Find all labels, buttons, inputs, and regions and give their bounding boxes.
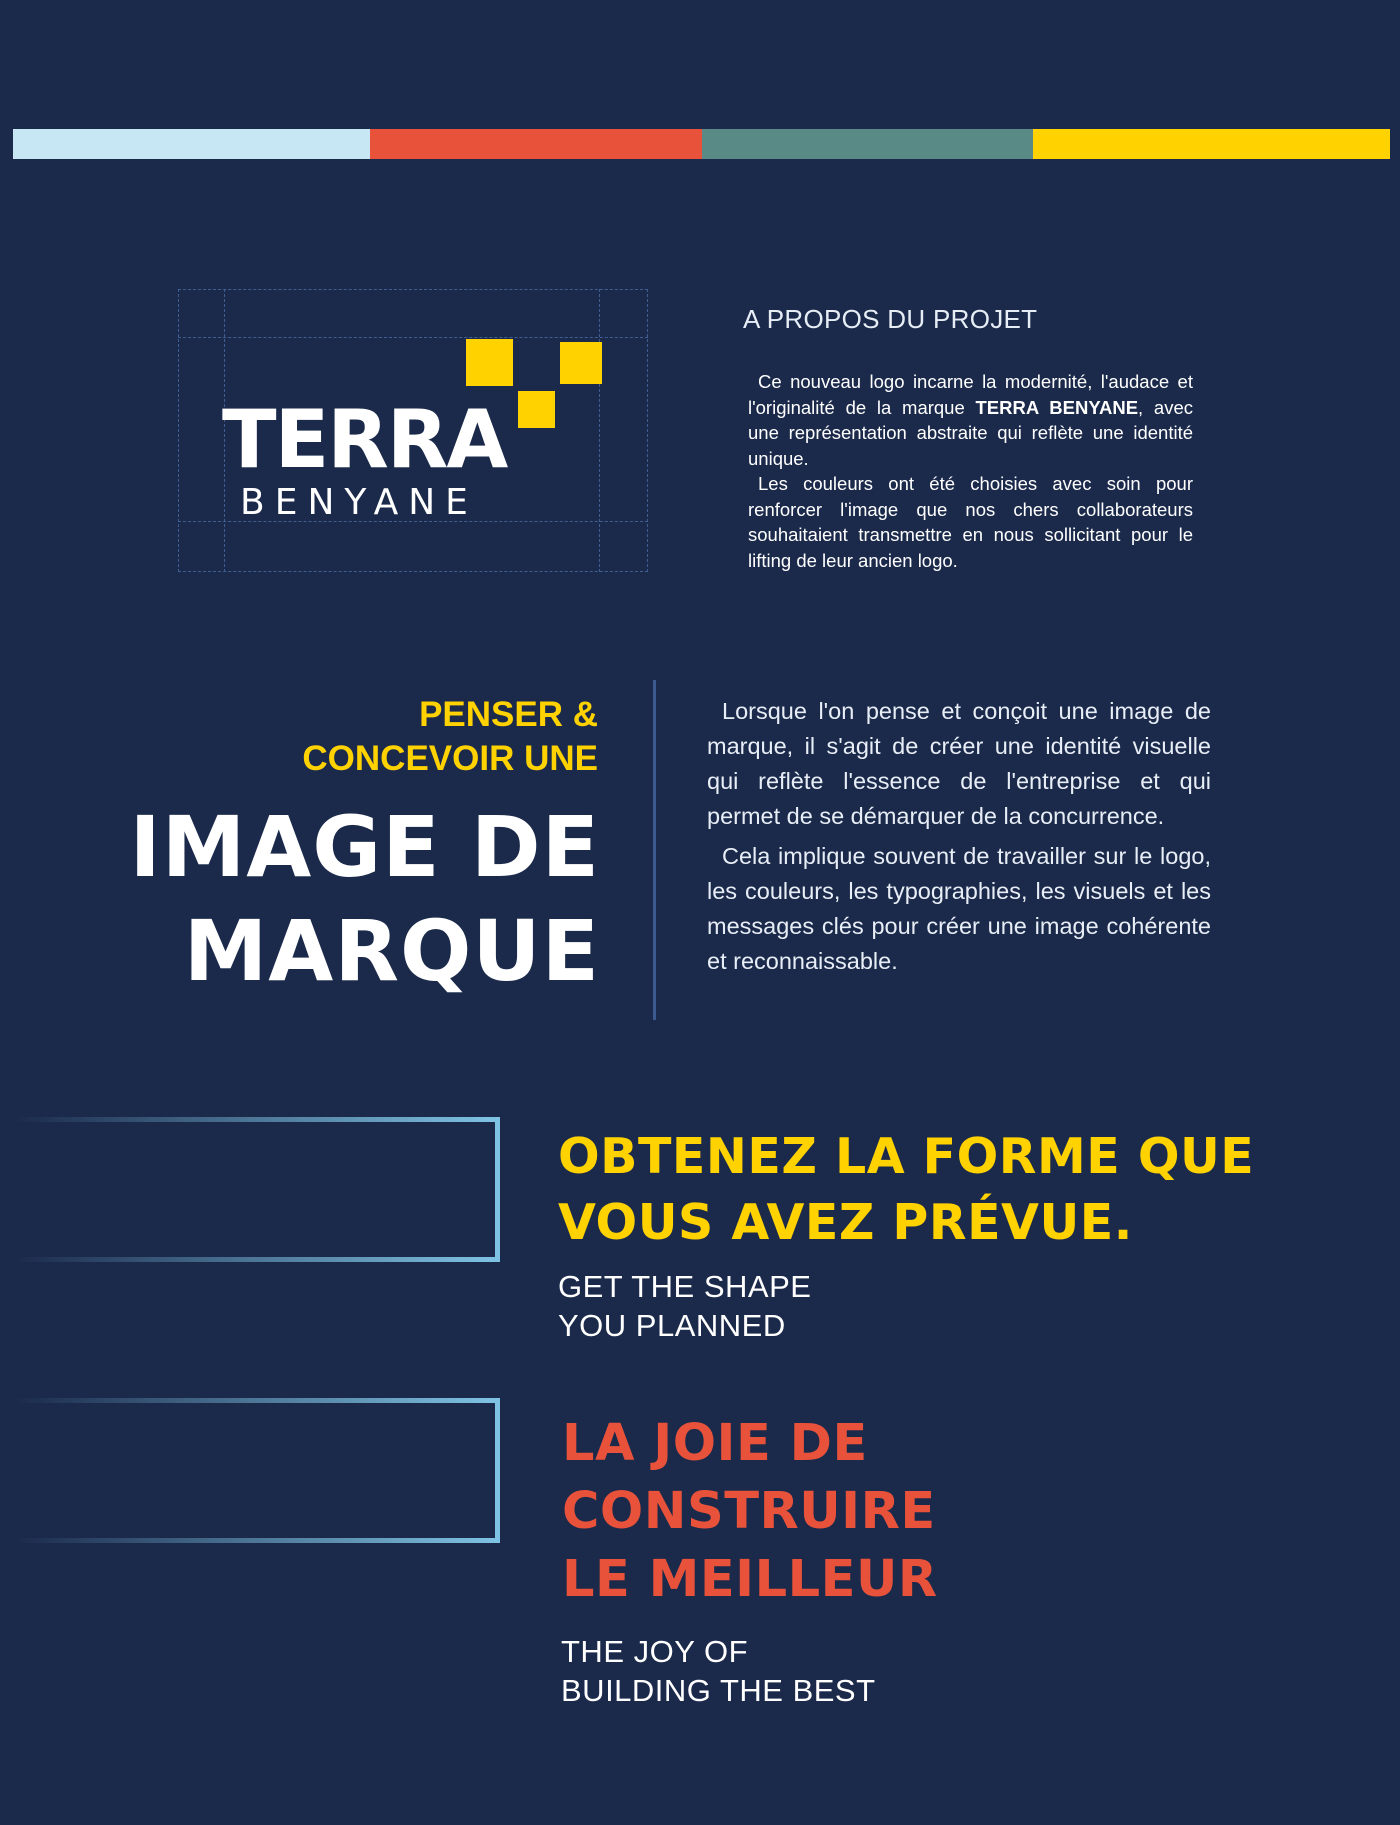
about-title: A PROPOS DU PROJET: [743, 304, 1038, 334]
slogan-english-1: GET THE SHAPE YOU PLANNED: [558, 1269, 812, 1343]
logo-guide-line: [599, 289, 600, 572]
gradient-outline-frame: [15, 1398, 500, 1543]
slogan-english-2: THE JOY OF BUILDING THE BEST: [561, 1634, 876, 1708]
logo-wordmark-benyane: BENYANE: [240, 482, 478, 523]
logo-guide-line: [178, 337, 648, 338]
color-swatch-teal: [702, 129, 1033, 159]
brand-headline: IMAGE DE MARQUE: [129, 798, 600, 1000]
color-swatch-red: [370, 129, 702, 159]
logo-square-icon: [560, 342, 602, 384]
slogan-french-2: LA JOIE DE CONSTRUIRE LE MEILLEUR: [562, 1414, 938, 1609]
about-paragraph: Ce nouveau logo incarne la modernité, l'audace et l'originalité de la marque TERRA BENYANE, avec une représentation abstraite qui reflète une identité unique.: [748, 371, 1194, 469]
about-description: [748, 369, 1193, 573]
about-paragraph: Les couleurs ont été choisies avec soin pour renforcer l'image que nos chers collaborateurs souhaitaient transmettre en nous sollicitant pour le lifting de leur ancien logo.: [748, 473, 1193, 571]
brand-paragraph: Lorsque l'on pense et conçoit une image de marque, il s'agit de créer une identité visuelle qui reflète l'essence de l'entreprise et qui permet de se démarquer de la concurrence.: [707, 698, 1211, 829]
vertical-divider: [653, 680, 656, 1020]
color-palette-bar: [13, 129, 1390, 159]
color-swatch-yellow: [1033, 129, 1390, 159]
logo-square-icon: [518, 391, 555, 428]
slogan-french-1: OBTENEZ LA FORME QUE VOUS AVEZ PRÉVUE.: [558, 1128, 1255, 1251]
brand-paragraph: Cela implique souvent de travailler sur le logo, les couleurs, les typographies, les visuels et les messages clés pour créer une image cohérente et reconnaissable.: [707, 843, 1211, 974]
brand-name: TERRA BENYANE: [975, 396, 1139, 418]
logo-construction: [178, 289, 648, 572]
logo-wordmark-terra: TERRA: [222, 393, 507, 486]
brand-description: [707, 694, 1211, 984]
gradient-outline-frame: [15, 1117, 500, 1262]
color-swatch-light-blue: [13, 129, 370, 159]
brand-kicker: PENSER & CONCEVOIR UNE: [302, 695, 598, 778]
logo-square-icon: [466, 339, 513, 386]
